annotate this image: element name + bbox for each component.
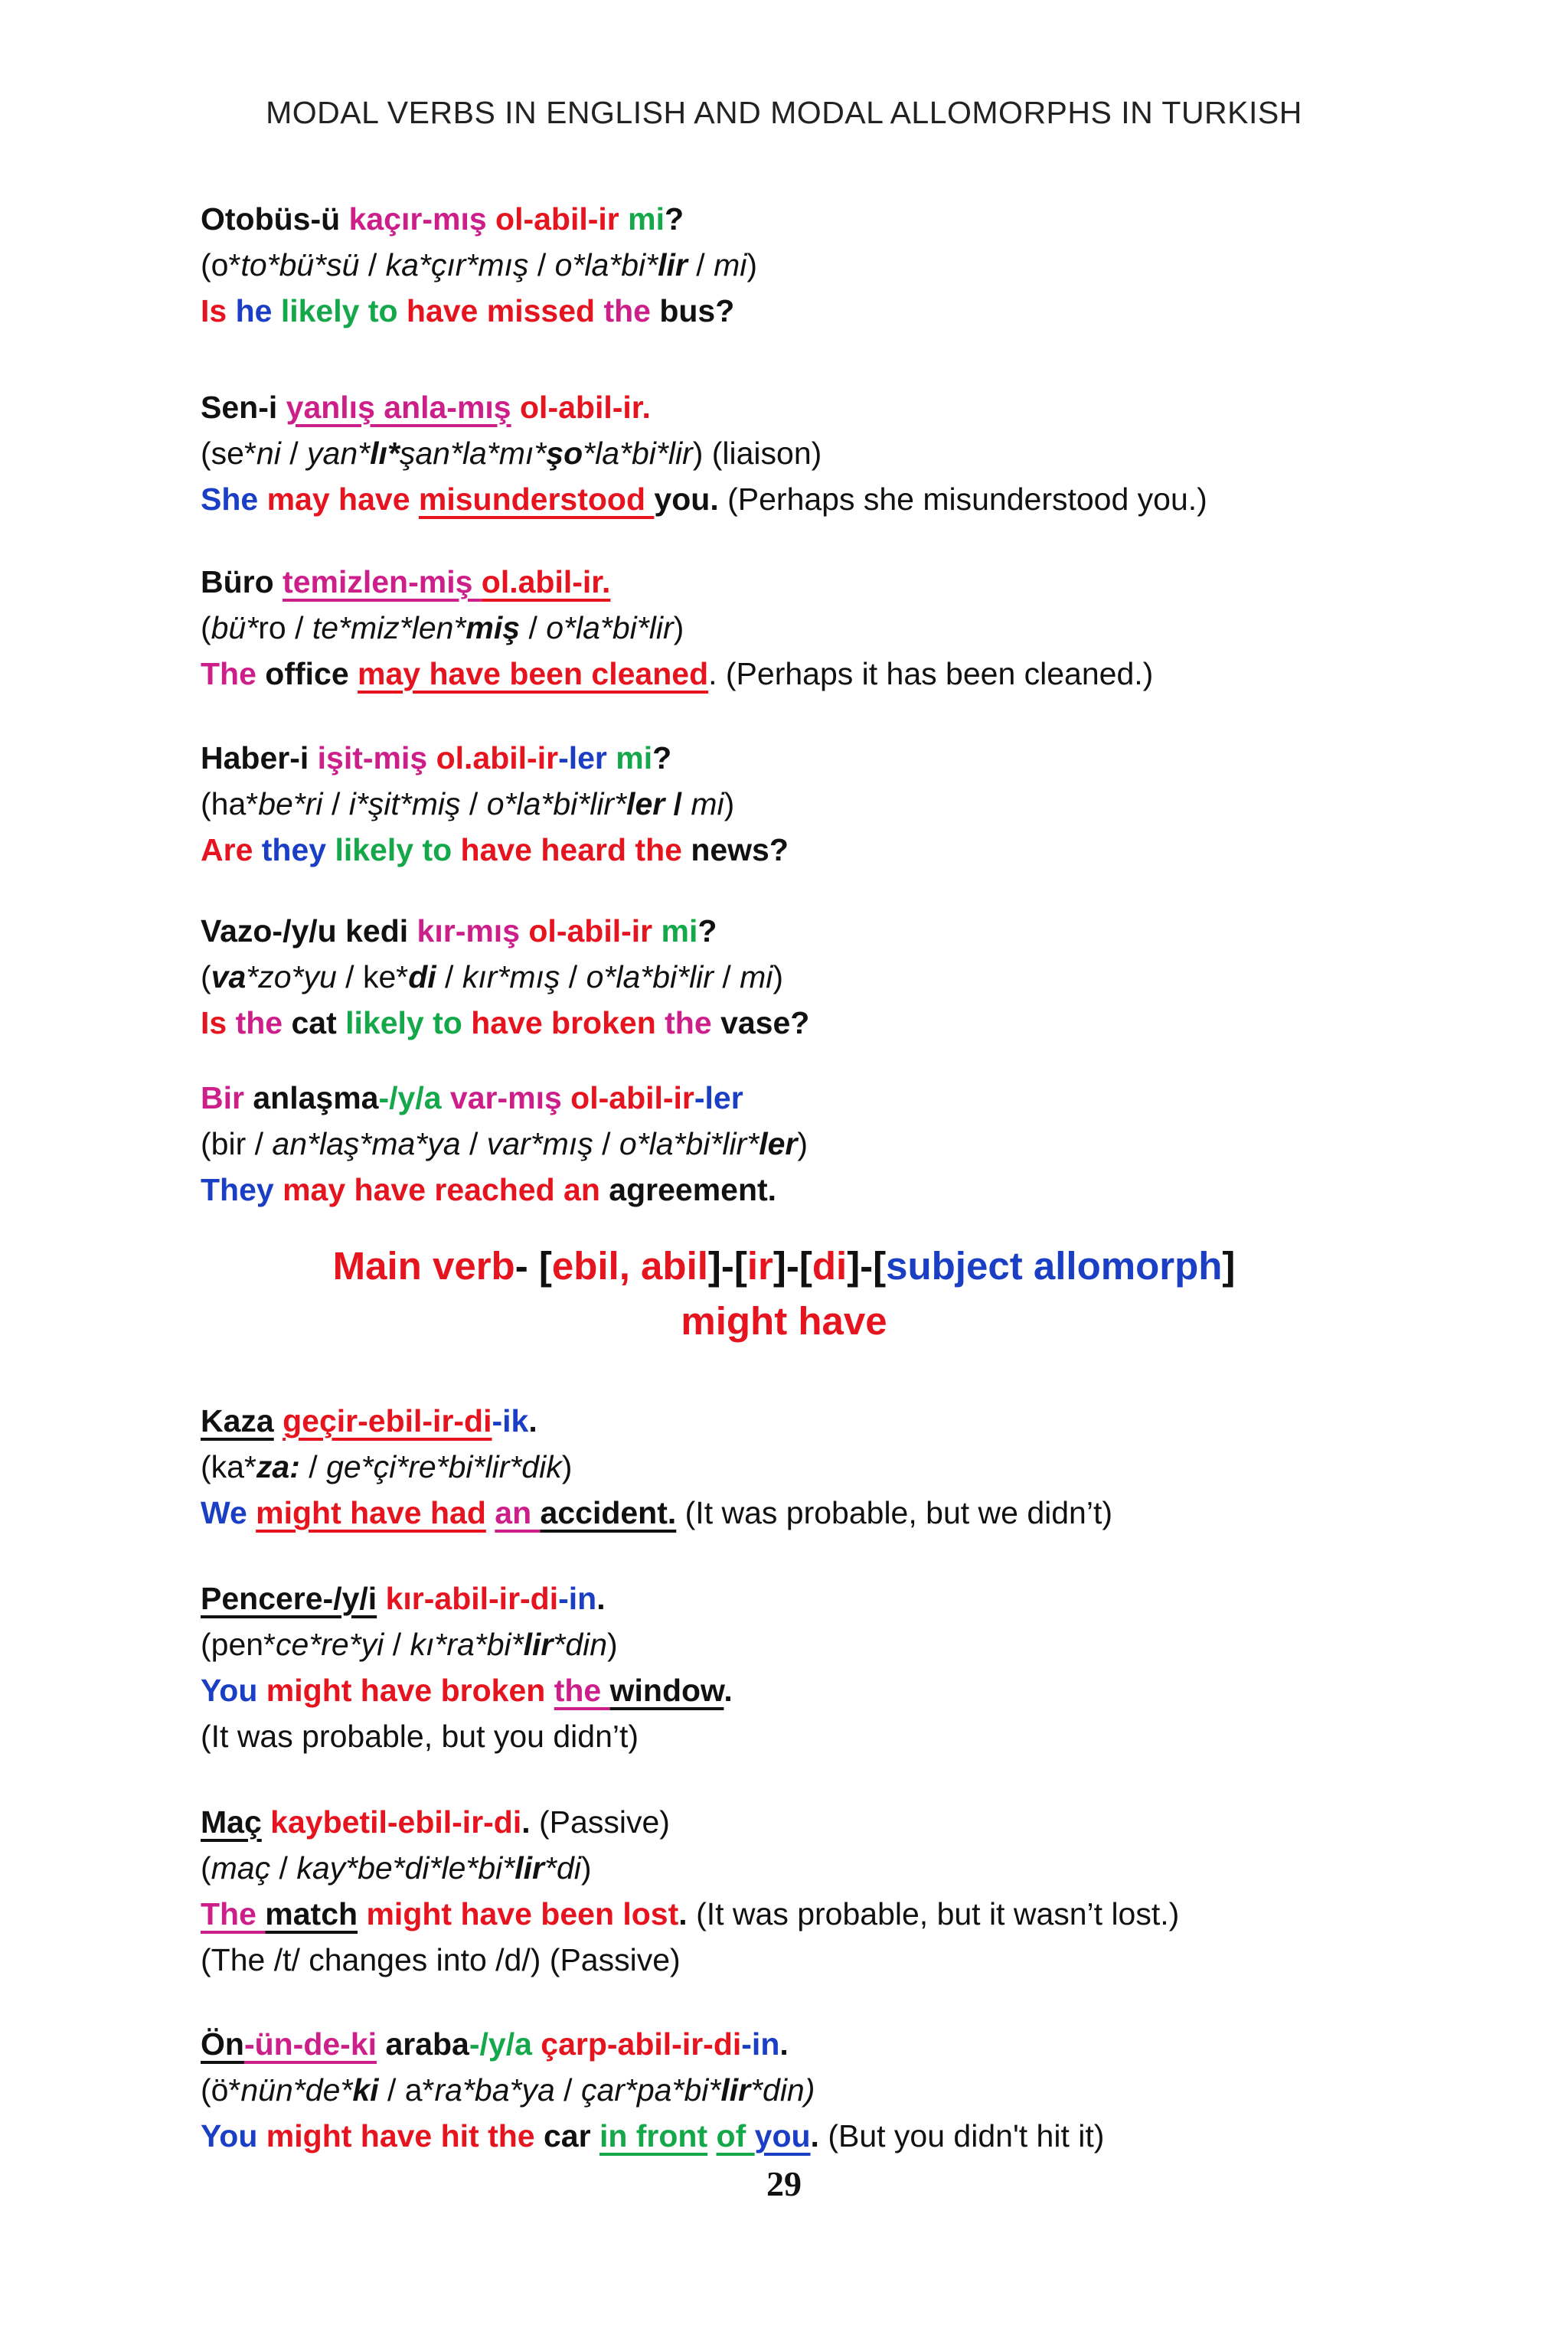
text-run: -ler [694, 1080, 743, 1115]
text-run: have missed [406, 293, 604, 328]
text-run: ]-[ [707, 1244, 747, 1288]
example-entry [201, 908, 1367, 1046]
text-run: to*bü*sü [240, 247, 360, 282]
turkish-sentence [201, 384, 1367, 430]
text-run: ? [697, 913, 717, 949]
text-run: likely to [335, 832, 461, 867]
text-run: Are [201, 832, 262, 867]
text-run: ol.abil-ir. [481, 564, 611, 599]
text-run: işit-miş [317, 740, 436, 776]
turkish-sentence [201, 1799, 1367, 1845]
text-run: / [270, 1850, 297, 1886]
text-run: ka*çır*mış [385, 247, 529, 282]
text-run: var*mış [486, 1126, 593, 1161]
text-run: ) [580, 1850, 592, 1886]
text-run: Ön [201, 2026, 244, 2062]
example-line [201, 1167, 1367, 1213]
text-run: cat [291, 1005, 346, 1040]
text-run: You [201, 2118, 266, 2153]
text-run: yan* [307, 436, 371, 471]
text-run: lı* [370, 436, 400, 471]
text-run: the [235, 1005, 292, 1040]
text-run: -ler [558, 740, 616, 776]
text-run: Bir [201, 1080, 253, 1115]
text-run: ) [797, 1126, 808, 1161]
text-run: ( [201, 959, 211, 994]
text-run: (o* [201, 247, 241, 282]
text-run: - [ [514, 1244, 552, 1288]
text-run: (se* [201, 436, 256, 471]
text-run: di [408, 959, 436, 994]
text-run: an*laş*ma*ya [272, 1126, 461, 1161]
example-line [201, 1667, 1367, 1713]
text-run: Is [201, 1005, 236, 1040]
text-run: may have reached an [283, 1172, 609, 1207]
example-line [201, 781, 1367, 827]
text-run: lir [720, 2072, 751, 2108]
text-run: lir [658, 247, 688, 282]
example-line [201, 288, 1367, 334]
text-run: / a* [378, 2072, 435, 2108]
example-entry [201, 559, 1367, 697]
text-run: may have [266, 482, 419, 517]
text-run: / [460, 1126, 487, 1161]
turkish-sentence [201, 1398, 1367, 1444]
text-run: mi [616, 740, 653, 776]
text-run: The [201, 656, 266, 691]
text-run: kaçır-mış [348, 201, 496, 237]
example-entry [201, 1398, 1367, 1536]
text-run: may have been cleaned [358, 656, 709, 691]
text-run: they [261, 832, 335, 867]
example-line [201, 476, 1367, 522]
text-run: might have broken [266, 1673, 554, 1708]
text-run: / [665, 786, 691, 821]
example-line [201, 1713, 1367, 1759]
running-header: MODAL VERBS IN ENGLISH AND MODAL ALLOMORPHS IN TURKISH [266, 95, 1302, 130]
turkish-sentence [201, 559, 1367, 605]
text-run: o*la*bi*lir [546, 610, 674, 645]
text-run: the [554, 1673, 610, 1708]
text-run: va [211, 959, 247, 994]
text-run: you. [654, 482, 719, 517]
text-run: might have been lost [366, 1896, 679, 1931]
text-run: / [436, 959, 462, 994]
text-run: çarp-abil-ir-di [541, 2026, 742, 2062]
text-run: (It was probable, but we didn’t) [676, 1495, 1113, 1530]
example-line [201, 1845, 1367, 1891]
text-run: / [460, 786, 487, 821]
section-heading [0, 1239, 1568, 1349]
text-run: match [265, 1896, 358, 1931]
text-run: / [359, 247, 386, 282]
text-run: . [678, 1896, 688, 1931]
text-run: ra*ba*ya [434, 2072, 555, 2108]
text-run: za: [256, 1449, 300, 1484]
example-entry [201, 735, 1367, 873]
text-run: -in [558, 1581, 597, 1616]
text-run: (The /t/ changes into /d/) (Passive) [201, 1942, 681, 1977]
text-run: ) [607, 1627, 618, 1662]
text-run: (But you didn't hit it) [818, 2118, 1105, 2153]
text-run: bus? [659, 293, 735, 328]
text-run: *di [544, 1850, 581, 1886]
text-run [486, 1495, 495, 1530]
text-run: (It was probable, but it wasn’t lost.) [687, 1896, 1180, 1931]
text-run: have broken [471, 1005, 665, 1040]
text-run: kaybetil-ebil-ir-di [270, 1804, 522, 1840]
example-line [201, 1891, 1367, 1937]
text-run: ol-abil-ir [570, 1080, 694, 1115]
text-run: They [201, 1172, 283, 1207]
text-run: in front [599, 2118, 708, 2153]
text-run: an [495, 1495, 541, 1530]
text-run: ) [746, 247, 757, 282]
text-run: Pencere-/y/i [201, 1581, 377, 1616]
text-run: şo [546, 436, 583, 471]
text-run: o*la*bi*lir* [486, 786, 627, 821]
text-run: var-mış [449, 1080, 571, 1115]
text-run: . [596, 1581, 606, 1616]
text-run: misunderstood [418, 482, 655, 517]
text-run: mi [714, 247, 747, 282]
text-run: might have [681, 1299, 887, 1343]
example-entry [201, 384, 1367, 522]
example-entry [201, 1075, 1367, 1213]
section-heading-line [0, 1294, 1568, 1349]
example-line [201, 430, 1367, 476]
example-line [201, 1000, 1367, 1046]
text-run: / [713, 959, 740, 994]
text-run: you [754, 2118, 811, 2153]
text-run: -/y/a [378, 1080, 450, 1115]
text-run: window [609, 1673, 724, 1708]
text-run: miş [466, 610, 521, 645]
text-run: ) (liaison) [692, 436, 822, 471]
text-run: ]-[ [847, 1244, 887, 1288]
text-run: / [593, 1126, 619, 1161]
text-run: ) [773, 959, 784, 994]
text-run: ) [673, 610, 684, 645]
example-entry [201, 196, 1367, 334]
text-run: Kaza [201, 1403, 274, 1438]
example-line [201, 1121, 1367, 1167]
text-run: (ö* [201, 2072, 241, 2108]
example-line [201, 827, 1367, 873]
text-run: (ha* [201, 786, 259, 821]
text-run: (Passive) [530, 1804, 670, 1840]
text-run: *la*bi*lir [583, 436, 693, 471]
text-run: likely to [345, 1005, 472, 1040]
text-run: te*miz*len* [312, 610, 466, 645]
turkish-sentence [201, 2021, 1367, 2067]
text-run: / [280, 436, 308, 471]
text-run: o*la*bi* [554, 247, 658, 282]
text-run: ir [746, 1244, 773, 1288]
text-run: (bir / [201, 1126, 273, 1161]
text-run: bü* [211, 610, 259, 645]
text-run: ol-abil-ir. [520, 390, 651, 425]
text-run: kır*mış [462, 959, 560, 994]
text-run: / [384, 1627, 410, 1662]
text-run: / [687, 247, 714, 282]
text-run: *din) [750, 2072, 815, 2108]
text-run: nün*de* [240, 2072, 353, 2108]
text-run: -ik [492, 1403, 529, 1438]
text-run: (It was probable, but you didn’t) [201, 1719, 639, 1754]
text-run [377, 2026, 385, 2062]
text-run: çar*pa*bi* [580, 2072, 721, 2108]
text-run: You [201, 1673, 266, 1708]
example-line [201, 2067, 1367, 2113]
text-run: mi [740, 959, 773, 994]
text-run: Main verb [332, 1244, 515, 1288]
text-run: . [528, 1403, 537, 1438]
text-run: maç [211, 1850, 271, 1886]
text-run: / [554, 2072, 581, 2108]
text-run: likely to [280, 293, 407, 328]
text-run: i*şit*miş [348, 786, 461, 821]
text-run: agreement. [609, 1172, 777, 1207]
text-run: (Perhaps she misunderstood you.) [718, 482, 1207, 517]
text-run: We [201, 1495, 256, 1530]
text-run: ] [1222, 1244, 1236, 1288]
text-run: . [724, 1673, 733, 1708]
text-run: kır-abil-ir-di [385, 1581, 559, 1616]
text-run: ( [201, 1850, 211, 1886]
example-entry [201, 2021, 1367, 2159]
turkish-sentence [201, 1075, 1367, 1121]
text-run: o*la*bi*lir* [619, 1126, 760, 1161]
example-line [201, 1444, 1367, 1490]
text-run: -/y/a [469, 2026, 541, 2062]
text-run: ( [201, 610, 211, 645]
example-line [201, 1621, 1367, 1667]
text-run: ) [561, 1449, 573, 1484]
text-run: have heard the [460, 832, 691, 867]
text-run: ge*çi*re*bi*lir*dik [326, 1449, 562, 1484]
text-run: Sen-i [201, 390, 286, 425]
example-line [201, 242, 1367, 288]
text-run: *din [553, 1627, 608, 1662]
text-run [511, 390, 520, 425]
text-run: ol-abil-ir [495, 201, 629, 237]
text-run: / ke* [336, 959, 409, 994]
text-run: lir [514, 1850, 544, 1886]
text-run: . [521, 1804, 531, 1840]
text-run: / [322, 786, 349, 821]
text-run: the [603, 293, 660, 328]
text-run: ro / [258, 610, 312, 645]
text-run: şan*la*mı* [399, 436, 547, 471]
text-run: mi [628, 201, 665, 237]
text-run [358, 1896, 366, 1931]
text-run: the [665, 1005, 721, 1040]
text-run: (ka* [201, 1449, 256, 1484]
turkish-sentence [201, 1575, 1367, 1621]
text-run: She [201, 482, 267, 517]
text-run: Haber-i [201, 740, 318, 776]
text-run: / [520, 610, 547, 645]
text-run: o*la*bi*lir [586, 959, 714, 994]
text-run: kır-mış [416, 913, 529, 949]
text-run: ler [626, 786, 665, 821]
turkish-sentence [201, 735, 1367, 781]
text-run: / [299, 1449, 327, 1484]
text-run: The [201, 1896, 266, 1931]
text-run: ler [759, 1126, 798, 1161]
text-run: temizlen-miş [283, 564, 482, 599]
section-heading-line [0, 1239, 1568, 1294]
text-run: ce*re*yi [276, 1627, 384, 1662]
text-run: / [560, 959, 586, 994]
text-run: geçir-ebil-ir-di [283, 1403, 492, 1438]
example-line [201, 651, 1367, 697]
text-run: ol-abil-ir [528, 913, 662, 949]
text-run: he [235, 293, 281, 328]
text-run: Vazo-/y/u kedi [201, 913, 417, 949]
text-run: news? [691, 832, 789, 867]
text-run: kı*ra*bi* [410, 1627, 524, 1662]
text-run: Is [201, 293, 236, 328]
page-number: 29 [766, 2164, 802, 2203]
text-run: ki [352, 2072, 379, 2108]
text-run: lir [523, 1627, 554, 1662]
text-run: be*ri [258, 786, 323, 821]
text-run: kay*be*di*le*bi* [296, 1850, 515, 1886]
text-run: of [716, 2118, 755, 2153]
text-run: . [810, 2118, 819, 2153]
text-run: mi [661, 913, 698, 949]
text-run: Otobüs-ü [201, 201, 349, 237]
text-run: office [265, 656, 358, 691]
text-run [262, 1804, 270, 1840]
text-run [707, 2118, 716, 2153]
text-run: di [812, 1244, 848, 1288]
text-run: ]-[ [773, 1244, 812, 1288]
text-run: accident. [540, 1495, 677, 1530]
turkish-sentence [201, 196, 1367, 242]
text-run: ol.abil-ir [436, 740, 559, 776]
text-run: mi [691, 786, 724, 821]
example-entry [201, 1799, 1367, 1983]
example-line [201, 1937, 1367, 1983]
text-run [377, 1581, 385, 1616]
text-run: -in [741, 2026, 780, 2062]
text-run: *zo*yu [246, 959, 337, 994]
turkish-sentence [201, 908, 1367, 954]
text-run: car [544, 2118, 599, 2153]
text-run: vase? [720, 1005, 810, 1040]
text-run: ? [652, 740, 672, 776]
text-run: Büro [201, 564, 283, 599]
text-run: ? [665, 201, 684, 237]
text-run: (pen* [201, 1627, 276, 1662]
text-run: ni [256, 436, 281, 471]
example-line [201, 605, 1367, 651]
text-run: might have hit the [266, 2118, 544, 2153]
text-run: araba [385, 2026, 469, 2062]
text-run: . [779, 2026, 789, 2062]
text-run: ) [724, 786, 735, 821]
text-run: anlaşma [253, 1080, 379, 1115]
text-run: yanlış anla-mış [286, 390, 511, 425]
text-run: subject allomorph [886, 1244, 1223, 1288]
text-run: might have had [256, 1495, 486, 1530]
text-run: Maç [201, 1804, 262, 1840]
text-run [274, 1403, 283, 1438]
text-run: ebil, abil [551, 1244, 708, 1288]
example-line [201, 2113, 1367, 2159]
text-run: -ün-de-ki [243, 2026, 377, 2062]
example-line [201, 1490, 1367, 1536]
text-run: / [528, 247, 555, 282]
text-run: . (Perhaps it has been cleaned.) [708, 656, 1154, 691]
example-entry [201, 1575, 1367, 1759]
example-line [201, 954, 1367, 1000]
